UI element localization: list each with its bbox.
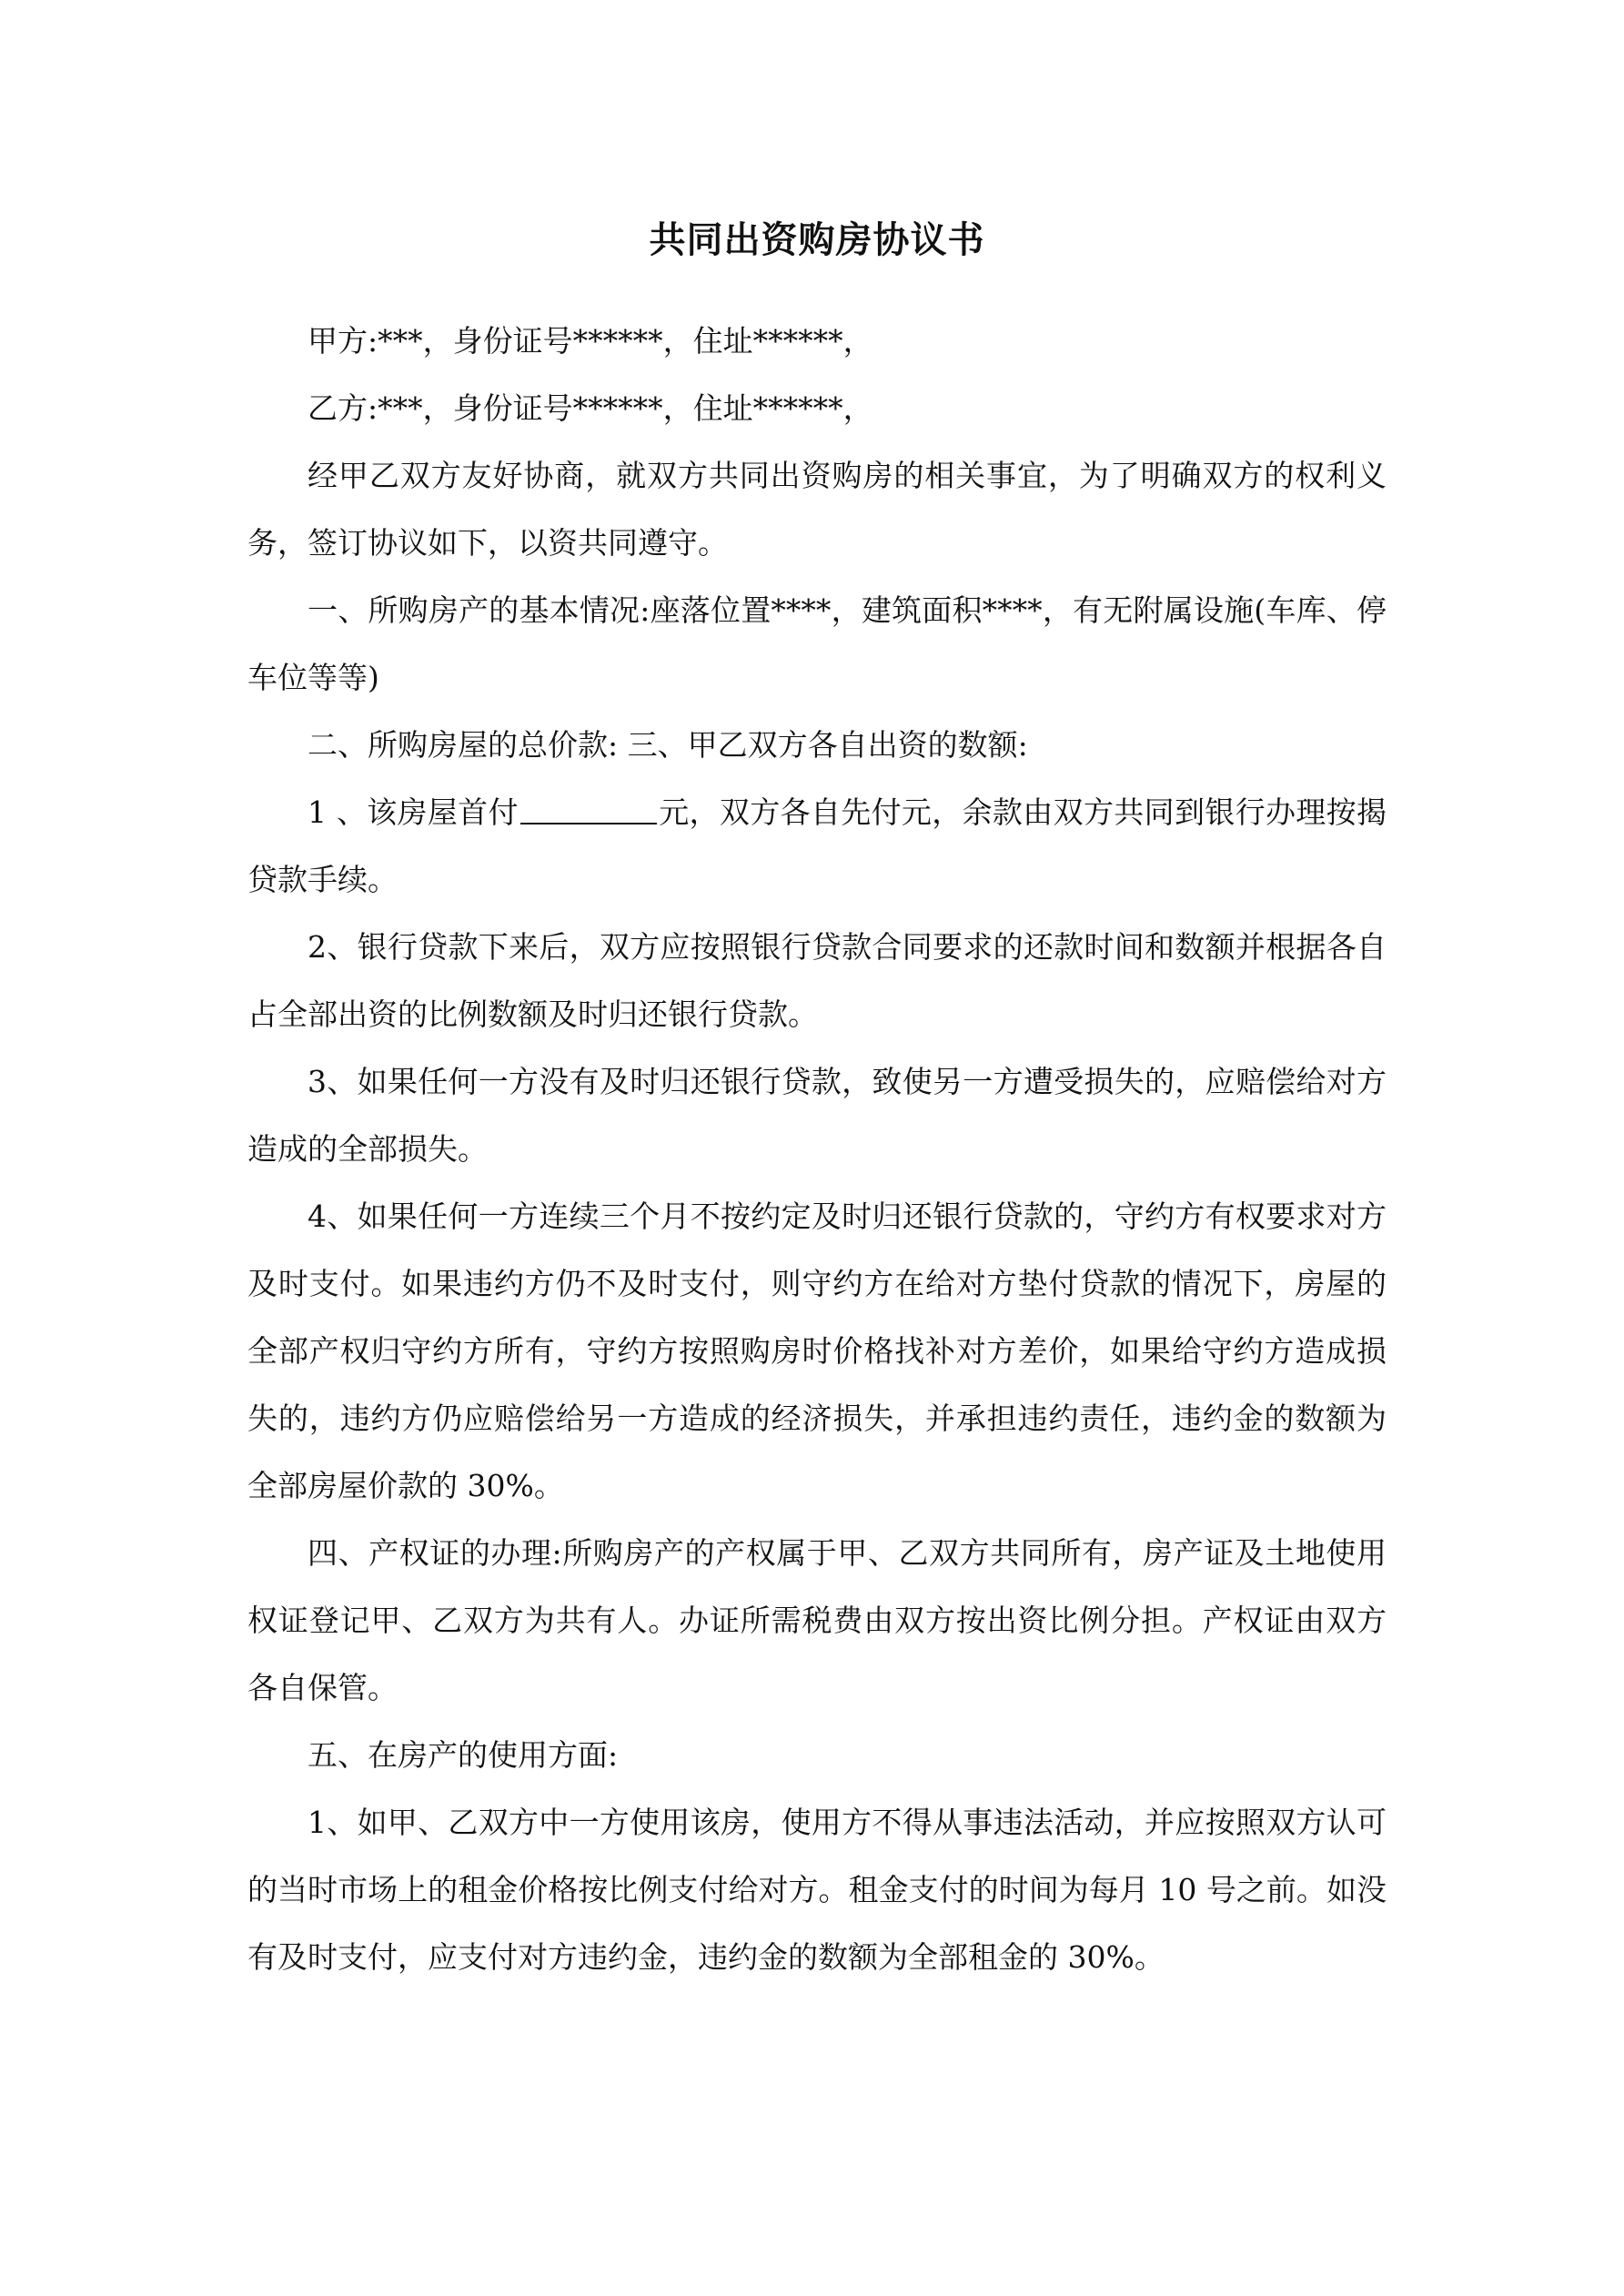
party-a-paragraph: 甲方:***，身份证号******，住址******， [308, 323, 873, 359]
down-payment-text-after: 元，双方各自先付元，余款由双方共同到银行办理按揭贷款手续。 [247, 794, 1387, 897]
clause-1-property-info: 一、所购房产的基本情况:座落位置****，建筑面积****，有无附属设施(车库、停车位等等) [247, 592, 1387, 695]
down-payment-text-before: 1 、该房屋首付 [308, 794, 519, 830]
document-title: 共同出资购房协议书 [649, 218, 985, 261]
party-b-paragraph: 乙方:***，身份证号******，住址******， [308, 390, 873, 426]
down-payment-blank [520, 791, 657, 824]
preamble-paragraph: 经甲乙双方友好协商，就双方共同出资购房的相关事宜，为了明确双方的权利义务，签订协议如下，以资共同遵守。 [247, 458, 1387, 561]
document-body [247, 308, 1387, 1991]
clause-three-month-default: 4、如果任何一方连续三个月不按约定及时归还银行贷款的，守约方有权要求对方及时支付。如果违约方仍不及时支付，则守约方在给对方垫付贷款的情况下，房屋的全部产权归守约方所有，守约方按照购房时价格找补对方差价，如果给守约方造成损失的，违约方仍应赔偿给另一方造成的经济损失，并承担违约责任，违约金的数额为全部房屋价款的 30%。 [247, 1199, 1387, 1503]
clause-usage-rent: 1、如甲、乙双方中一方使用该房，使用方不得从事违法活动，并应按照双方认可的当时市场上的租金价格按比例支付给对方。租金支付的时间为每月 10 号之前。如没有及时支付，应支付对方违约金，违约金的数额为全部租金的 30%。 [247, 1805, 1387, 1975]
clause-4-title-certificate: 四、产权证的办理:所购房产的产权属于甲、乙双方共同所有，房产证及土地使用权证登记甲、乙双方为共有人。办证所需税费由双方按出资比例分担。产权证由双方各自保管。 [247, 1535, 1387, 1705]
document-page [247, 0, 1387, 2296]
clause-loan-repayment: 2、银行贷款下来后，双方应按照银行贷款合同要求的还款时间和数额并根据各自占全部出资的比例数额及时归还银行贷款。 [247, 929, 1387, 1032]
clause-down-payment [247, 779, 1387, 914]
clause-2-3-price-contribution: 二、所购房屋的总价款: 三、甲乙双方各自出资的数额: [308, 727, 1028, 763]
clause-late-repayment-loss: 3、如果任何一方没有及时归还银行贷款，致使另一方遭受损失的，应赔偿给对方造成的全部损失。 [247, 1064, 1387, 1167]
clause-5-usage-heading: 五、在房产的使用方面: [308, 1737, 619, 1773]
